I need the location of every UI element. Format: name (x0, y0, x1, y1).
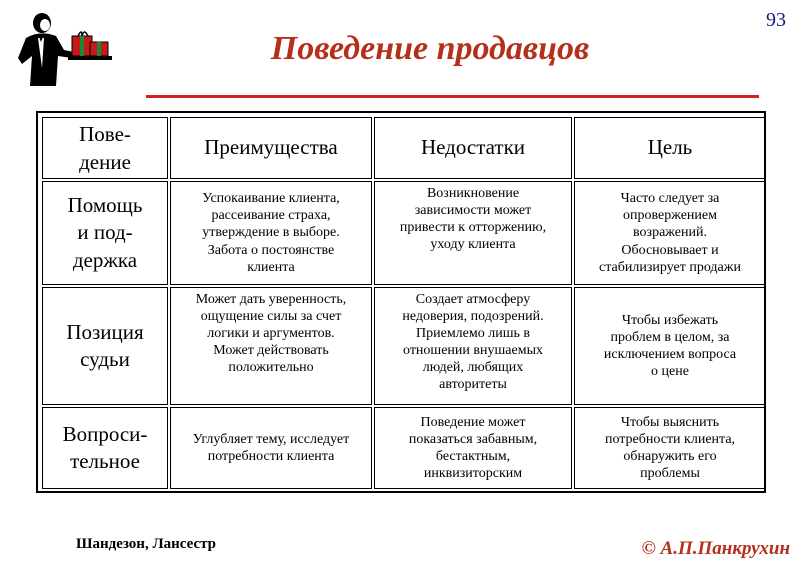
source-authors: Шандезон, Лансестр (76, 536, 216, 552)
copyright-author: © А.П.Панкрухин (641, 538, 790, 559)
waiter-with-gift-icon (12, 8, 116, 88)
header-behavior: Пове- дение (42, 117, 168, 179)
row-disadvantages: Возникновение зависимости может привести к отторжению, уходу клиента (374, 181, 572, 285)
header-disadvantages: Недостатки (374, 117, 572, 179)
row-advantages: Углубляет тему, исследует потребности клиента (170, 407, 372, 489)
page-title: Поведение продавцов (270, 30, 590, 67)
row-goal: Чтобы выяснить потребности клиента, обнаружить его проблемы (574, 407, 766, 489)
header-goal: Цель (574, 117, 766, 179)
table-header-row (42, 117, 766, 179)
row-disadvantages: Создает атмосферу недоверия, подозрений. Приемлемо лишь в отношении внушаемых людей, любящих авторитеты (374, 287, 572, 405)
row-behavior: Вопроси- тельное (42, 407, 168, 489)
table-row (42, 287, 766, 405)
row-advantages: Успокаивание клиента, рассеивание страха, утверждение в выборе. Забота о постоянстве клиента (170, 181, 372, 285)
behavior-table (40, 115, 768, 491)
title-underline (146, 95, 759, 98)
table-row (42, 407, 766, 489)
row-behavior: Позиция судьи (42, 287, 168, 405)
table-row (42, 181, 766, 285)
row-goal: Часто следует за опровержением возражений. Обосновывает и стабилизирует продажи (574, 181, 766, 285)
page-number: 93 (766, 9, 786, 31)
row-advantages: Может дать уверенность, ощущение силы за счет логики и аргументов. Может действовать положительно (170, 287, 372, 405)
header-advantages: Преимущества (170, 117, 372, 179)
row-goal: Чтобы избежать проблем в целом, за исключением вопроса о цене (574, 287, 766, 405)
behavior-table-frame (36, 111, 766, 493)
row-behavior: Помощь и под- держка (42, 181, 168, 285)
row-disadvantages: Поведение может показаться забавным, бестактным, инквизиторским (374, 407, 572, 489)
